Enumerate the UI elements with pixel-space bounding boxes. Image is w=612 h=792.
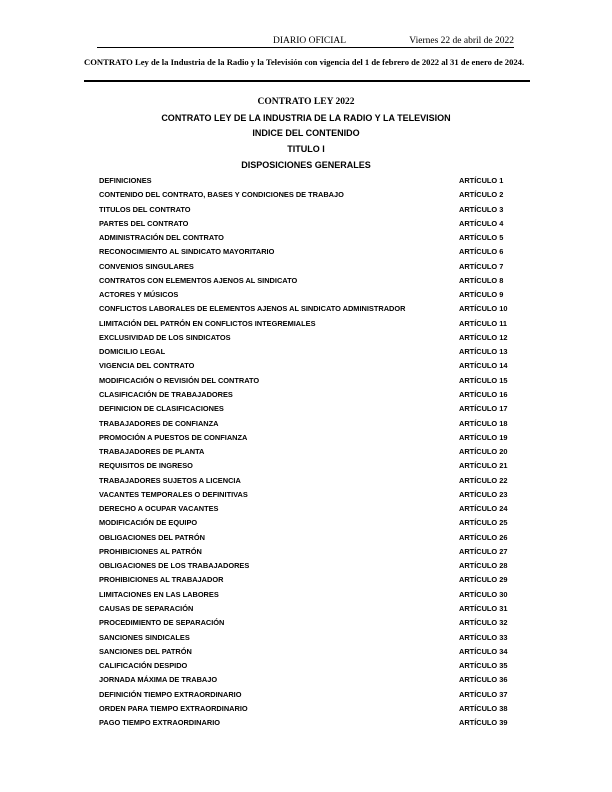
toc-entry-title: DOMICILIO LEGAL <box>99 347 166 357</box>
toc-entry-title: MODIFICACIÓN DE EQUIPO <box>99 518 198 528</box>
toc-entry <box>99 319 519 333</box>
toc-entry <box>99 661 519 675</box>
toc-entry-article: ARTÍCULO 36 <box>459 675 508 685</box>
toc-entry-title: CLASIFICACIÓN DE TRABAJADORES <box>99 389 233 399</box>
toc-entry <box>99 205 519 219</box>
toc-entry <box>99 190 519 204</box>
toc-entry-article: ARTÍCULO 1 <box>459 176 504 185</box>
toc-entry <box>99 604 519 618</box>
toc-entry <box>99 533 519 547</box>
toc-entry <box>99 647 519 661</box>
toc-entry-article: ARTÍCULO 13 <box>459 347 508 357</box>
contract-subtitle: CONTRATO LEY DE LA INDUSTRIA DE LA RADIO Y LA TELEVISION <box>161 113 451 123</box>
toc-entry-article: ARTÍCULO 12 <box>459 332 508 342</box>
toc-entry-article: ARTÍCULO 9 <box>459 290 504 300</box>
title-rule <box>84 80 530 82</box>
toc-entry-title: ADMINISTRACIÓN DEL CONTRATO <box>99 233 224 243</box>
toc-entry <box>99 633 519 647</box>
toc-entry <box>99 575 519 589</box>
toc-entry <box>99 376 519 390</box>
table-of-contents <box>99 176 519 732</box>
toc-entry-article: ARTÍCULO 38 <box>459 703 508 713</box>
toc-entry-article: ARTÍCULO 8 <box>459 275 504 285</box>
toc-entry-title: ACTORES Y MÚSICOS <box>99 290 179 300</box>
publication-name: DIARIO OFICIAL <box>273 36 347 46</box>
toc-entry-article: ARTÍCULO 4 <box>459 218 504 228</box>
toc-entry-title: LIMITACIONES EN LAS LABORES <box>99 589 219 599</box>
toc-entry-title: PROHIBICIONES AL TRABAJADOR <box>99 575 224 585</box>
toc-entry-article: ARTÍCULO 24 <box>459 504 508 514</box>
toc-entry <box>99 704 519 718</box>
toc-entry-title: SANCIONES DEL PATRÓN <box>99 646 192 656</box>
toc-entry-article: ARTÍCULO 30 <box>459 589 508 599</box>
toc-entry-title: OBLIGACIONES DE LOS TRABAJADORES <box>99 561 250 571</box>
toc-entry <box>99 247 519 261</box>
toc-entry <box>99 419 519 433</box>
toc-entry-article: ARTÍCULO 32 <box>459 618 508 628</box>
toc-entry-title: EXCLUSIVIDAD DE LOS SINDICATOS <box>99 332 231 342</box>
index-title: INDICE DEL CONTENIDO <box>252 128 360 138</box>
toc-entry-title: PARTES DEL CONTRATO <box>99 218 189 228</box>
toc-entry <box>99 718 519 732</box>
toc-entry-article: ARTÍCULO 34 <box>459 646 508 656</box>
toc-entry-article: ARTÍCULO 15 <box>459 375 508 385</box>
toc-entry-title: CONTRATOS CON ELEMENTOS AJENOS AL SINDICATO <box>99 275 298 285</box>
toc-entry <box>99 433 519 447</box>
toc-entry-article: ARTÍCULO 17 <box>459 404 508 414</box>
toc-entry-title: DERECHO A OCUPAR VACANTES <box>99 504 219 514</box>
toc-entry-article: ARTÍCULO 25 <box>459 518 508 528</box>
toc-entry-title: CONVENIOS SINGULARES <box>99 261 194 271</box>
toc-entry <box>99 590 519 604</box>
toc-entry <box>99 404 519 418</box>
toc-entry-article: ARTÍCULO 37 <box>459 689 508 699</box>
toc-entry <box>99 675 519 689</box>
toc-entry-title: SANCIONES SINDICALES <box>99 632 190 642</box>
document-title: CONTRATO Ley de la Industria de la Radio y la Televisión con vigencia del 1 de febrero de 2022 al 31 de enero de 2024. <box>84 57 525 67</box>
toc-entry-article: ARTÍCULO 11 <box>459 318 508 328</box>
toc-entry-article: ARTÍCULO 7 <box>459 261 504 271</box>
toc-entry <box>99 561 519 575</box>
publication-date: Viernes 22 de abril de 2022 <box>409 36 514 46</box>
toc-entry-article: ARTÍCULO 29 <box>459 575 508 585</box>
toc-entry-article: ARTÍCULO 26 <box>459 532 508 542</box>
toc-entry-title: CAUSAS DE SEPARACIÓN <box>99 603 194 613</box>
toc-entry-title: MODIFICACIÓN O REVISIÓN DEL CONTRATO <box>99 375 260 385</box>
toc-entry-title: CALIFICACIÓN DESPIDO <box>99 661 188 671</box>
toc-entry <box>99 504 519 518</box>
toc-entry-title: TRABAJADORES SUJETOS A LICENCIA <box>99 475 241 485</box>
toc-entry-title: DEFINICIONES <box>99 176 152 185</box>
toc-entry <box>99 290 519 304</box>
toc-entry <box>99 476 519 490</box>
header-rule <box>97 47 514 48</box>
toc-entry-article: ARTÍCULO 35 <box>459 661 508 671</box>
toc-entry-title: LIMITACIÓN DEL PATRÓN EN CONFLICTOS INTEGREMIALES <box>99 318 316 328</box>
toc-entry-article: ARTÍCULO 14 <box>459 361 508 371</box>
toc-entry-title: TITULOS DEL CONTRATO <box>99 204 191 214</box>
toc-entry <box>99 447 519 461</box>
toc-entry <box>99 219 519 233</box>
toc-entry <box>99 276 519 290</box>
toc-entry-title: PAGO TIEMPO EXTRAORDINARIO <box>99 718 220 728</box>
toc-entry <box>99 347 519 361</box>
toc-entry-article: ARTÍCULO 2 <box>459 190 504 200</box>
toc-entry-title: OBLIGACIONES DEL PATRÓN <box>99 532 205 542</box>
toc-entry-title: JORNADA MÁXIMA DE TRABAJO <box>99 675 218 685</box>
toc-entry-article: ARTÍCULO 16 <box>459 389 508 399</box>
titulo-heading: TITULO I <box>287 144 325 154</box>
toc-entry <box>99 361 519 375</box>
toc-entry-article: ARTÍCULO 20 <box>459 447 508 457</box>
toc-entry-article: ARTÍCULO 3 <box>459 204 504 214</box>
toc-entry-article: ARTÍCULO 31 <box>459 603 508 613</box>
toc-entry-title: PROCEDIMIENTO DE SEPARACIÓN <box>99 618 225 628</box>
toc-entry <box>99 262 519 276</box>
toc-entry-article: ARTÍCULO 10 <box>459 304 508 314</box>
toc-entry <box>99 690 519 704</box>
toc-entry-article: ARTÍCULO 23 <box>459 489 508 499</box>
toc-entry <box>99 333 519 347</box>
toc-entry-article: ARTÍCULO 21 <box>459 461 508 471</box>
toc-entry-title: DEFINICIÓN TIEMPO EXTRAORDINARIO <box>99 689 242 699</box>
toc-entry-title: PROHIBICIONES AL PATRÓN <box>99 546 202 556</box>
toc-entry-title: RECONOCIMIENTO AL SINDICATO MAYORITARIO <box>99 247 275 257</box>
page-header <box>97 34 514 48</box>
toc-entry-article: ARTÍCULO 22 <box>459 475 508 485</box>
toc-entry-article: ARTÍCULO 27 <box>459 546 508 556</box>
toc-entry-title: VACANTES TEMPORALES O DEFINITIVAS <box>99 489 248 499</box>
toc-entry <box>99 304 519 318</box>
toc-entry-article: ARTÍCULO 28 <box>459 561 508 571</box>
toc-entry <box>99 461 519 475</box>
toc-entry-title: PROMOCIÓN A PUESTOS DE CONFIANZA <box>99 432 248 442</box>
toc-entry <box>99 618 519 632</box>
section-heading: DISPOSICIONES GENERALES <box>241 160 371 170</box>
toc-entry-title: REQUISITOS DE INGRESO <box>99 461 193 471</box>
toc-entry-title: TRABAJADORES DE CONFIANZA <box>99 418 219 428</box>
toc-entry-article: ARTÍCULO 33 <box>459 632 508 642</box>
toc-entry <box>99 176 519 190</box>
toc-entry-title: ORDEN PARA TIEMPO EXTRAORDINARIO <box>99 703 248 713</box>
toc-entry <box>99 233 519 247</box>
toc-entry-title: VIGENCIA DEL CONTRATO <box>99 361 195 371</box>
toc-entry-article: ARTÍCULO 19 <box>459 432 508 442</box>
contrato-title: CONTRATO LEY 2022 <box>257 97 355 107</box>
toc-entry-title: CONTENIDO DEL CONTRATO, BASES Y CONDICIONES DE TRABAJO <box>99 190 344 200</box>
toc-entry <box>99 490 519 504</box>
toc-entry-article: ARTÍCULO 39 <box>459 718 508 728</box>
toc-entry-article: ARTÍCULO 5 <box>459 233 504 243</box>
toc-entry <box>99 547 519 561</box>
toc-entry-article: ARTÍCULO 6 <box>459 247 504 257</box>
toc-entry <box>99 390 519 404</box>
toc-entry-article: ARTÍCULO 18 <box>459 418 508 428</box>
toc-entry <box>99 518 519 532</box>
toc-entry-title: DEFINICION DE CLASIFICACIONES <box>99 404 224 414</box>
toc-entry-title: CONFLICTOS LABORALES DE ELEMENTOS AJENOS AL SINDICATO ADMINISTRADOR <box>99 304 406 314</box>
toc-entry-title: TRABAJADORES DE PLANTA <box>99 447 205 457</box>
